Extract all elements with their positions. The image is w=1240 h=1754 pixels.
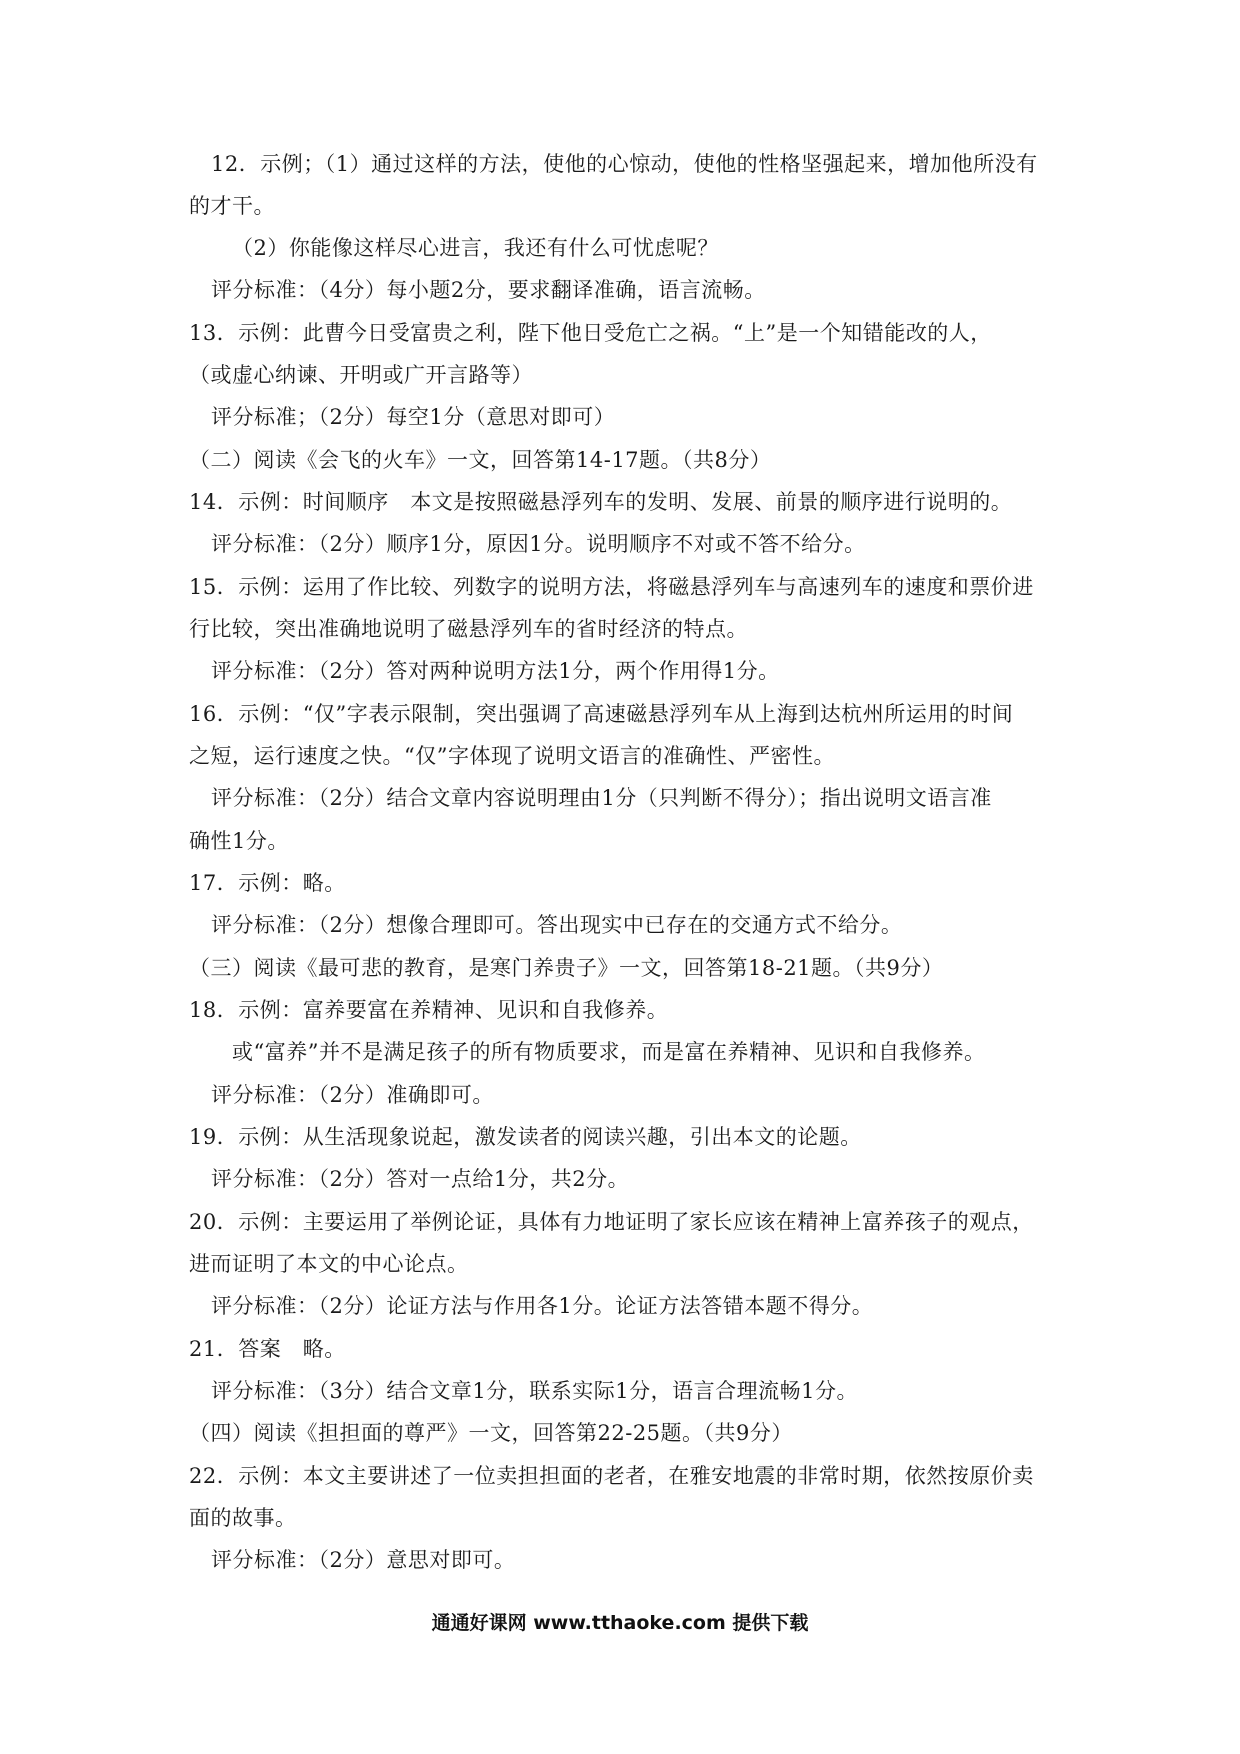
answer-22-line-1: 22．示例：本文主要讲述了一位卖担担面的老者，在雅安地震的非常时期，依然按原价卖 xyxy=(189,1464,1034,1488)
answer-20-line-2: 进而证明了本文的中心论点。 xyxy=(189,1252,469,1276)
scoring-19: 评分标准：（2分）答对一点给1分，共2分。 xyxy=(211,1167,630,1191)
scoring-21: 评分标准：（3分）结合文章1分，联系实际1分，语言合理流畅1分。 xyxy=(211,1379,858,1403)
answer-12-line-2: 的才干。 xyxy=(189,194,275,218)
answer-18-line-2: 或“富养”并不是满足孩子的所有物质要求，而是富在养精神、见识和自我修养。 xyxy=(232,1040,986,1064)
answer-15-line-1: 15．示例：运用了作比较、列数字的说明方法，将磁悬浮列车与高速列车的速度和票价进 xyxy=(189,575,1034,599)
scoring-15: 评分标准：（2分）答对两种说明方法1分，两个作用得1分。 xyxy=(211,659,780,683)
footer-download-credit: 通通好课网 www.tthaoke.com 提供下载 xyxy=(431,1612,809,1634)
scoring-17: 评分标准：（2分）想像合理即可。答出现实中已存在的交通方式不给分。 xyxy=(211,913,903,937)
answer-19: 19．示例：从生活现象说起，激发读者的阅读兴趣，引出本文的论题。 xyxy=(189,1125,862,1149)
answer-13-line-2: （或虚心纳谏、开明或广开言路等） xyxy=(189,363,533,387)
scoring-12: 评分标准：（4分）每小题2分，要求翻译准确，语言流畅。 xyxy=(211,278,766,302)
scoring-16-line-1: 评分标准：（2分）结合文章内容说明理由1分（只判断不得分）；指出说明文语言准 xyxy=(211,786,992,810)
answer-12-line-3: （2）你能像这样尽心进言，我还有什么可忧虑呢？ xyxy=(232,236,719,260)
section-4-heading: （四）阅读《担担面的尊严》一文，回答第22-25题。（共9分） xyxy=(189,1421,793,1445)
section-3-heading: （三）阅读《最可悲的教育，是寒门养贵子》一文，回答第18-21题。（共9分） xyxy=(189,956,944,980)
answer-17: 17．示例：略。 xyxy=(189,871,346,895)
section-2-heading: （二）阅读《会飞的火车》一文，回答第14-17题。（共8分） xyxy=(189,448,772,472)
answer-20-line-1: 20．示例：主要运用了举例论证，具体有力地证明了家长应该在精神上富养孩子的观点， xyxy=(189,1210,1034,1234)
scoring-14: 评分标准：（2分）顺序1分，原因1分。说明顺序不对或不答不给分。 xyxy=(211,532,866,556)
answer-12-line-1: 12．示例；（1）通过这样的方法，使他的心惊动，使他的性格坚强起来，增加他所没有 xyxy=(211,152,1038,176)
scoring-18: 评分标准：（2分）准确即可。 xyxy=(211,1083,494,1107)
answer-14: 14．示例：时间顺序 本文是按照磁悬浮列车的发明、发展、前景的顺序进行说明的。 xyxy=(189,490,1013,514)
scoring-13: 评分标准；（2分）每空1分（意思对即可） xyxy=(211,405,616,429)
scoring-16-line-2: 确性1分。 xyxy=(189,829,289,853)
answer-16-line-2: 之短，运行速度之快。“仅”字体现了说明文语言的准确性、严密性。 xyxy=(189,744,835,768)
answer-18-line-1: 18．示例：富养要富在养精神、见识和自我修养。 xyxy=(189,998,669,1022)
answer-16-line-1: 16．示例：“仅”字表示限制，突出强调了高速磁悬浮列车从上海到达杭州所运用的时间 xyxy=(189,702,1014,726)
answer-22-line-2: 面的故事。 xyxy=(189,1506,297,1530)
answer-13-line-1: 13．示例：此曹今日受富贵之利，陛下他日受危亡之祸。“上”是一个知错能改的人， xyxy=(189,321,992,345)
answer-21: 21．答案 略。 xyxy=(189,1337,346,1361)
scoring-20: 评分标准：（2分）论证方法与作用各1分。论证方法答错本题不得分。 xyxy=(211,1294,874,1318)
scoring-22: 评分标准：（2分）意思对即可。 xyxy=(211,1548,516,1572)
answer-15-line-2: 行比较，突出准确地说明了磁悬浮列车的省时经济的特点。 xyxy=(189,617,748,641)
